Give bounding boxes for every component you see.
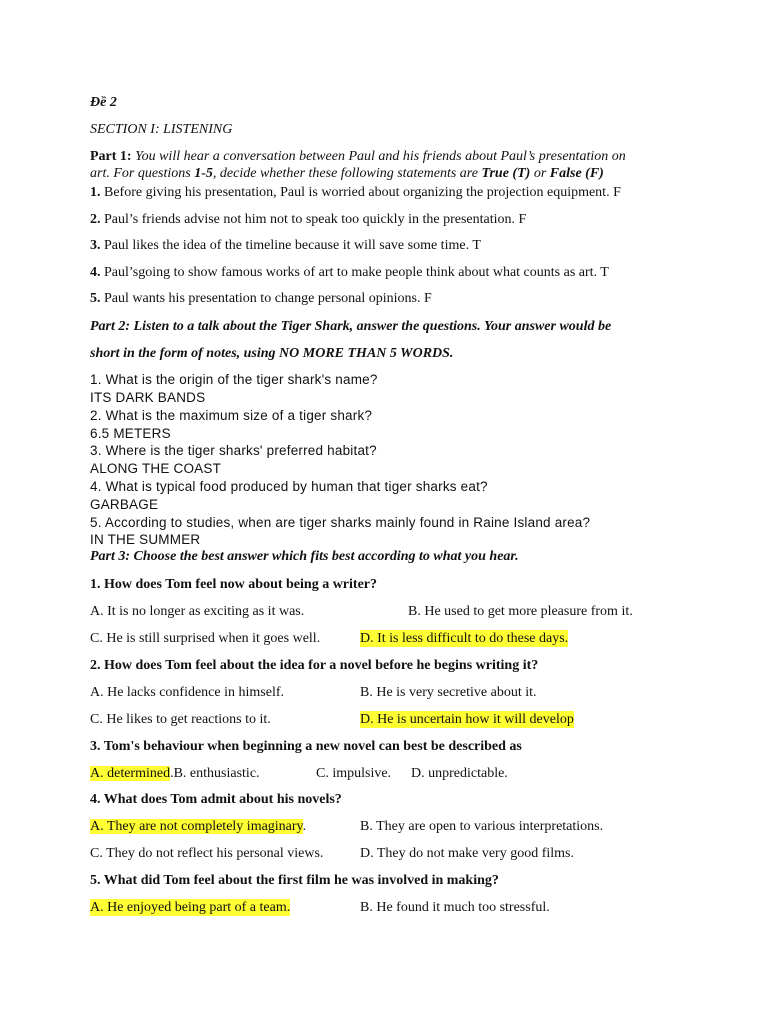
part1-item <box>90 290 432 307</box>
part2-question: 1. What is the origin of the tiger shark's name? <box>90 372 378 387</box>
item-number: 2. <box>90 212 101 227</box>
part1-item <box>90 211 526 228</box>
q2-option-a: A. He lacks confidence in himself. <box>90 685 284 700</box>
q4-option-a-period: . <box>302 819 307 834</box>
q3-options-row <box>90 765 260 782</box>
item-number: 3. <box>90 238 101 253</box>
part2-answer: ALONG THE COAST <box>90 461 222 476</box>
part2-instruction-line2: short in the form of notes, using NO MORE THAN 5 WORDS. <box>90 346 454 361</box>
q1-option-b: B. He used to get more pleasure from it. <box>408 604 633 619</box>
part3-question-4: 4. What does Tom admit about his novels? <box>90 792 342 807</box>
part3-question-5: 5. What did Tom feel about the first film he was involved in making? <box>90 873 499 888</box>
item-text: Paul likes the idea of the timeline because it will save some time. T <box>100 238 481 253</box>
part1-false-label: False (F) <box>549 166 604 181</box>
q2-option-d-highlighted: D. He is uncertain how it will develop <box>360 712 574 727</box>
item-text: Paul’s friends advise not him not to speak too quickly in the presentation. F <box>100 212 527 227</box>
q1-option-d-highlighted: D. It is less difficult to do these days. <box>360 631 569 646</box>
part2-answer: ITS DARK BANDS <box>90 390 206 405</box>
part2-question: 5. According to studies, when are tiger sharks mainly found in Raine Island area? <box>90 515 591 530</box>
item-number: 4. <box>90 265 101 280</box>
q3-option-d: D. unpredictable. <box>411 766 508 781</box>
part1-instr-fragment: art. For questions <box>90 166 195 181</box>
item-text: Before giving his presentation, Paul is worried about organizing the projection equipment. F <box>100 185 621 200</box>
q3-option-b: .B. enthusiastic. <box>170 766 260 781</box>
q3-option-c: C. impulsive. <box>316 766 392 781</box>
part3-question-1: 1. How does Tom feel now about being a writer? <box>90 577 377 592</box>
part1-instr-fragment: , decide whether these following statements are <box>212 166 482 181</box>
part1-instruction-line2 <box>90 165 604 182</box>
q4-option-b: B. They are open to various interpretations. <box>360 819 604 834</box>
part1-instruction-line1 <box>90 148 626 165</box>
part2-instruction-line1: Part 2: Listen to a talk about the Tiger Shark, answer the questions. Your answer would be <box>90 319 612 334</box>
part2-answer: GARBAGE <box>90 497 159 512</box>
part1-true-label: True (T) <box>481 166 531 181</box>
item-number: 5. <box>90 291 101 306</box>
part2-question: 2. What is the maximum size of a tiger shark? <box>90 408 373 423</box>
item-text: Paul’sgoing to show famous works of art to make people think about what counts as art. T <box>100 265 609 280</box>
q5-option-b: B. He found it much too stressful. <box>360 900 550 915</box>
section-heading: SECTION I: LISTENING <box>90 122 233 137</box>
q2-option-c: C. He likes to get reactions to it. <box>90 712 271 727</box>
q1-option-a: A. It is no longer as exciting as it was. <box>90 604 305 619</box>
part3-question-3: 3. Tom's behaviour when beginning a new novel can best be described as <box>90 739 522 754</box>
q4-option-a-row <box>90 818 306 835</box>
part3-question-2: 2. How does Tom feel about the idea for a novel before he begins writing it? <box>90 658 539 673</box>
q3-option-a-highlighted: A. determined <box>90 766 171 781</box>
part1-item <box>90 264 609 281</box>
q2-option-b: B. He is very secretive about it. <box>360 685 537 700</box>
item-text: Paul wants his presentation to change personal opinions. F <box>100 291 432 306</box>
part2-question: 3. Where is the tiger sharks' preferred habitat? <box>90 443 377 458</box>
part2-question: 4. What is typical food produced by human that tiger sharks eat? <box>90 479 488 494</box>
part1-instr-fragment: or <box>530 166 550 181</box>
q4-option-a-highlighted: A. They are not completely imaginary <box>90 819 303 834</box>
part1-item <box>90 237 481 254</box>
exam-code: Đề 2 <box>90 95 117 110</box>
q1-option-c: C. He is still surprised when it goes well. <box>90 631 321 646</box>
part1-instruction-text: You will hear a conversation between Paul and his friends about Paul’s presentation on <box>135 149 626 164</box>
q4-option-d: D. They do not make very good films. <box>360 846 574 861</box>
part2-answer: 6.5 METERS <box>90 426 171 441</box>
q5-option-a-highlighted: A. He enjoyed being part of a team. <box>90 900 291 915</box>
part1-item <box>90 184 621 201</box>
q4-option-c: C. They do not reflect his personal views. <box>90 846 324 861</box>
item-number: 1. <box>90 185 101 200</box>
part2-answer: IN THE SUMMER <box>90 532 201 547</box>
part3-instruction: Part 3: Choose the best answer which fits best according to what you hear. <box>90 549 519 564</box>
part1-label: Part 1: <box>90 149 132 164</box>
part1-question-range: 1-5 <box>194 166 213 181</box>
